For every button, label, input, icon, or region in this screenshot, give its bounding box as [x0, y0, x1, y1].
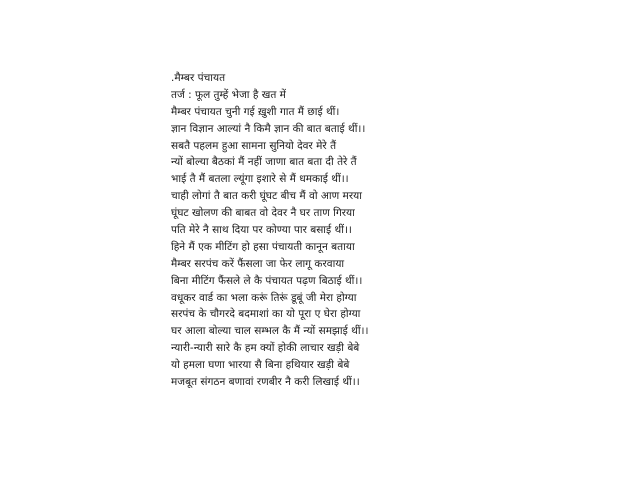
poem-line: मैम्बर सरपंच करें फैंसला जा फेर लागू करवाया — [171, 257, 345, 270]
poem-line: सबतै पहलम हुआ सामना सुनियो देवर मेरे तैं — [171, 139, 337, 152]
poem-line: न्यारी-न्यारी सारे कै हम क्यों होकी लाचार खड़ी बेबे — [171, 342, 360, 355]
poem-line: हिने मैं एक मीटिंग हो हसा पंचायती कानून बताया — [171, 240, 355, 253]
poem-line: चाही लोगां तै बात करी घूंघट बीच मैं वो आण मरया — [171, 190, 362, 203]
poem-line: यो हमला घणा भारया सै बिना हथियार खड़ी बेबे — [171, 359, 350, 372]
poem-line: भाई तै मैं बतला ल्यूंगा इशारे से मैं धमकाई थीं।। — [171, 173, 349, 186]
poem-line: मैम्बर पंचायत चुनी गई ख़ुशी गात मैं छाई थीं। — [171, 105, 340, 118]
poem-block — [171, 70, 471, 391]
poem-line: घूंघट खोलण की बाबत वो देवर नै घर ताण गिरया — [171, 207, 355, 220]
poem-line: घर आला बोल्या चाल सम्भल कै मैं न्यों समझाई थीं।। — [171, 325, 369, 338]
poem-tune: तर्ज : फूल तुम्हें भेजा है खत में — [171, 88, 286, 101]
poem-line: मजबूत संगठन बणावां रणबीर नै करी लिखाई थीं।। — [171, 376, 360, 389]
poem-line: पति मेरे नै साथ दिया पर कोण्या पार बसाई थीं।। — [171, 224, 352, 237]
poem-line: सरपंच के चौगरदे बदमाशां का यो पूरा ए घेरा होग्या — [171, 308, 361, 321]
poem-line: न्यों बोल्या बैठकां मैं नहीं जाणा बात बता दी तेरे तैं — [171, 156, 357, 169]
poem-title: .मैम्बर पंचायत — [171, 72, 226, 84]
poem-line: ज्ञान विज्ञान आल्यां नै किमै ज्ञान की बात बताई थीं।। — [171, 122, 366, 135]
poem-line: वधूकर वार्ड का भला करूं तिरूं डूबूं जी मेरा होग्या — [171, 291, 357, 304]
poem-line: बिना मीटिंग फैंसले ले कै पंचायत पढ़ण बिठाई थीं।। — [171, 274, 363, 287]
